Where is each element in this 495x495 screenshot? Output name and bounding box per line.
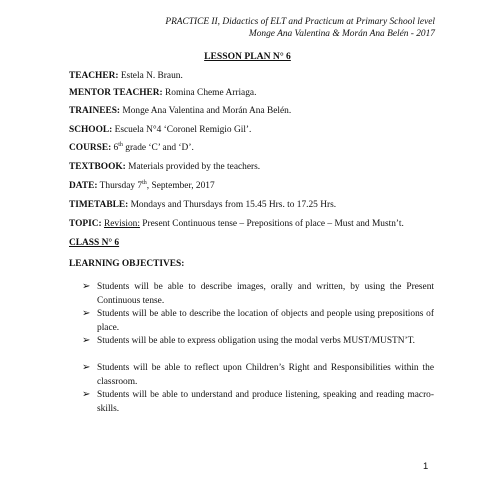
lesson-plan-title: LESSON PLAN N° 6 <box>204 51 291 62</box>
arrow-bullet-icon: ➢ <box>82 389 91 400</box>
teacher-field <box>69 70 183 82</box>
course-field <box>69 142 194 154</box>
class-heading: CLASS N° 6 <box>69 238 120 248</box>
mentor-field <box>69 87 256 99</box>
objective-item <box>82 307 434 335</box>
objective-text: Students will be able to express obligation using the modal verbs MUST/MUSTN’T. <box>97 336 416 346</box>
textbook-label: TEXTBOOK: <box>69 162 126 172</box>
mentor-label: MENTOR TEACHER: <box>69 88 163 98</box>
course-label: COURSE: <box>69 143 112 153</box>
page-number: 1 <box>423 460 429 471</box>
trainees-label: TRAINEES: <box>69 106 121 116</box>
timetable-field <box>69 199 336 211</box>
objective-item <box>82 388 434 416</box>
trainees-field <box>69 105 291 117</box>
objective-text: Students will be able to understand and produce listening, speaking and reading macro-skills. <box>97 390 434 414</box>
objective-text: Students will be able to describe images, orally and written, by using the Present Continuous tense. <box>97 282 434 306</box>
date-label: DATE: <box>69 181 98 191</box>
objectives-heading: LEARNING OBJECTIVES: <box>69 259 185 269</box>
trainees-value: Monge Ana Valentina and Morán Ana Belén. <box>122 106 292 116</box>
school-label: SCHOOL: <box>69 125 113 135</box>
topic-label: TOPIC: <box>69 219 102 229</box>
date-value: Thursday 7th, September, 2017 <box>99 179 215 191</box>
timetable-label: TIMETABLE: <box>69 200 129 210</box>
arrow-bullet-icon: ➢ <box>82 308 91 319</box>
arrow-bullet-icon: ➢ <box>82 281 91 292</box>
objective-item <box>82 361 434 389</box>
topic-value: Present Continuous tense – Prepositions of place – Must and Mustn’t. <box>142 219 404 229</box>
date-field <box>69 180 215 192</box>
header-authors-line: Monge Ana Valentina & Morán Ana Belén - 2017 <box>248 29 435 39</box>
topic-field <box>69 218 404 230</box>
teacher-value: Estela N. Braun. <box>120 71 183 81</box>
arrow-bullet-icon: ➢ <box>82 335 91 346</box>
school-value: Escuela N°4 ‘Coronel Remigio Gil’. <box>114 125 252 135</box>
school-field <box>69 124 251 136</box>
objective-item <box>82 334 434 348</box>
mentor-value: Romina Cheme Arriaga. <box>165 88 257 98</box>
textbook-field <box>69 161 260 173</box>
arrow-bullet-icon: ➢ <box>82 362 91 373</box>
timetable-value: Mondays and Thursdays from 15.45 Hrs. to 17.25 Hrs. <box>130 200 337 210</box>
teacher-label: TEACHER: <box>69 71 119 81</box>
header-course-line: PRACTICE II, Didactics of ELT and Practicum at Primary School level <box>165 17 435 27</box>
topic-revision: Revision: <box>104 219 140 229</box>
running-header <box>15 16 435 40</box>
objective-item <box>82 280 434 308</box>
textbook-value: Materials provided by the teachers. <box>128 162 261 172</box>
objective-text: Students will be able to describe the location of objects and people using prepositions of place. <box>97 309 434 333</box>
course-value: 6th grade ‘C’ and ‘D’. <box>113 141 194 153</box>
objective-text: Students will be able to reflect upon Children’s Right and Responsibilities within the classroom. <box>97 363 434 387</box>
